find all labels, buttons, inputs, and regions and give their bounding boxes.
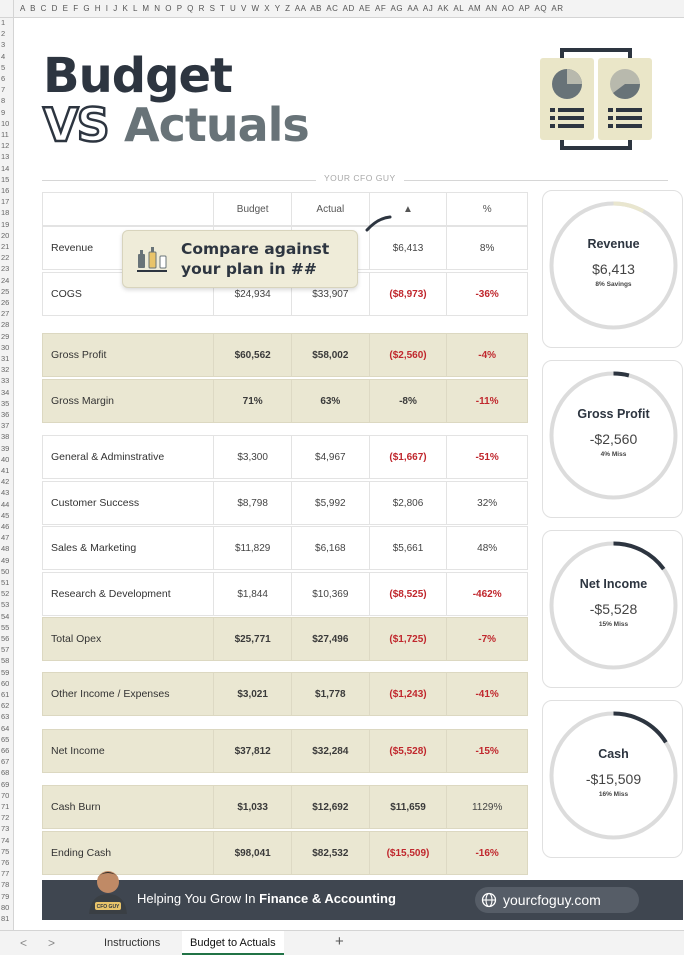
- variance-cell[interactable]: ($5,528): [370, 730, 448, 772]
- actual-cell[interactable]: $27,496: [292, 618, 370, 660]
- banner-tagline-bold: Finance & Accounting: [259, 891, 396, 906]
- row-label[interactable]: Gross Margin: [43, 380, 214, 422]
- row-label[interactable]: Other Income / Expenses: [43, 673, 214, 715]
- row-number[interactable]: 62: [1, 701, 10, 711]
- row-number[interactable]: 25: [1, 286, 10, 296]
- actual-cell[interactable]: $4,967: [292, 436, 370, 478]
- row-number[interactable]: 3: [1, 40, 6, 50]
- header-actual[interactable]: Actual: [292, 193, 370, 225]
- row-number[interactable]: 59: [1, 667, 10, 677]
- budget-cell[interactable]: $3,300: [214, 436, 292, 478]
- percent-cell[interactable]: -15%: [475, 745, 499, 757]
- row-number[interactable]: 49: [1, 555, 10, 565]
- kpi-value: -$5,528: [589, 601, 638, 617]
- kpi-title: Net Income: [579, 577, 648, 591]
- tooltip-line-2: your plan in ##: [181, 260, 317, 278]
- kpi-value: -$15,509: [585, 771, 642, 787]
- globe-icon: [481, 892, 497, 908]
- row-number[interactable]: 23: [1, 264, 10, 274]
- brand-line: YOUR CFO GUY: [316, 173, 404, 183]
- row-number[interactable]: 19: [1, 219, 10, 229]
- row-number[interactable]: 18: [1, 208, 10, 218]
- row-number[interactable]: 73: [1, 824, 10, 834]
- row-number[interactable]: 16: [1, 186, 10, 195]
- row-number[interactable]: 56: [1, 634, 10, 643]
- column-letters[interactable]: A B C D E F G H I J K L M N O P Q R S T U V W X Y Z AA AB AC AD AE AF AG AA AJ AK AL AM AN AO AP AQ AR: [20, 4, 564, 13]
- compare-tooltip: [122, 230, 358, 288]
- row-number[interactable]: 32: [1, 365, 10, 375]
- spreadsheet-canvas: [14, 18, 684, 930]
- tooltip-line-1: Compare against: [181, 240, 330, 258]
- variance-cell[interactable]: ($8,973): [370, 273, 448, 315]
- title-vs: VS: [43, 98, 108, 152]
- row-number[interactable]: 35: [1, 398, 10, 408]
- row-number[interactable]: 61: [1, 690, 10, 699]
- row-number[interactable]: 67: [1, 757, 10, 767]
- budget-cell[interactable]: 71%: [214, 380, 292, 422]
- row-number[interactable]: 75: [1, 846, 10, 856]
- percent-cell[interactable]: -51%: [475, 451, 499, 463]
- row-number[interactable]: 65: [1, 734, 10, 744]
- table-row: [42, 617, 528, 661]
- row-number[interactable]: 53: [1, 600, 10, 610]
- row-number[interactable]: 7: [1, 85, 6, 95]
- actual-cell[interactable]: $6,168: [292, 527, 370, 569]
- row-label[interactable]: Customer Success: [43, 482, 214, 524]
- banner-tagline: [137, 891, 396, 906]
- row-number[interactable]: 74: [1, 835, 10, 845]
- row-label[interactable]: Research & Development: [43, 573, 214, 615]
- kpi-title: Cash: [598, 747, 629, 761]
- row-number[interactable]: 4: [1, 51, 6, 61]
- percent-cell[interactable]: 8%: [479, 242, 495, 254]
- kpi-card: [542, 530, 683, 688]
- table-row: [42, 435, 528, 479]
- row-number[interactable]: 66: [1, 746, 10, 755]
- actual-cell[interactable]: $5,992: [292, 482, 370, 524]
- row-number[interactable]: 30: [1, 342, 10, 352]
- header-budget[interactable]: Budget: [214, 193, 292, 225]
- tooltip-text: [181, 239, 329, 279]
- percent-cell[interactable]: -16%: [475, 847, 499, 859]
- website-link[interactable]: [475, 887, 639, 913]
- row-number[interactable]: 70: [1, 790, 10, 800]
- variance-cell[interactable]: $2,806: [370, 482, 448, 524]
- row-number[interactable]: 29: [1, 331, 10, 341]
- row-label[interactable]: COGS: [43, 273, 214, 315]
- row-number[interactable]: 41: [1, 466, 10, 475]
- row-label[interactable]: Cash Burn: [43, 786, 214, 828]
- actual-cell[interactable]: $33,907: [292, 273, 370, 315]
- budget-cell[interactable]: $60,562: [214, 334, 292, 376]
- budget-cell[interactable]: $24,934: [214, 273, 292, 315]
- title-actuals: Actuals: [124, 98, 309, 152]
- row-number[interactable]: 38: [1, 432, 10, 442]
- row-label[interactable]: Ending Cash: [43, 832, 214, 874]
- table-header-row: [42, 192, 528, 226]
- row-number[interactable]: 69: [1, 779, 10, 789]
- table-row: [42, 672, 528, 716]
- table-row: [42, 379, 528, 423]
- variance-cell[interactable]: -8%: [370, 380, 448, 422]
- next-sheet-button[interactable]: >: [48, 936, 56, 950]
- row-number[interactable]: 9: [1, 107, 6, 117]
- budget-cell[interactable]: $98,041: [214, 832, 292, 874]
- row-number[interactable]: 27: [1, 309, 10, 319]
- column-header-bar: [0, 0, 684, 18]
- row-number[interactable]: 28: [1, 320, 10, 330]
- row-label[interactable]: Sales & Marketing: [43, 527, 214, 569]
- row-number[interactable]: 44: [1, 499, 10, 509]
- row-number[interactable]: 39: [1, 443, 10, 453]
- prev-sheet-button[interactable]: <: [20, 936, 28, 950]
- row-label[interactable]: General & Adminstrative: [43, 436, 214, 478]
- row-number[interactable]: 51: [1, 578, 10, 587]
- row-number[interactable]: 13: [1, 152, 10, 162]
- row-number[interactable]: 52: [1, 589, 10, 599]
- actual-cell[interactable]: 63%: [292, 380, 370, 422]
- percent-cell[interactable]: 32%: [477, 497, 498, 509]
- row-number[interactable]: 43: [1, 488, 10, 498]
- row-number-gutter[interactable]: [0, 18, 14, 930]
- avatar-tag: CFO GUY: [96, 904, 120, 910]
- kpi-value: $6,413: [592, 261, 635, 277]
- variance-cell[interactable]: ($1,725): [370, 618, 448, 660]
- row-number[interactable]: 21: [1, 242, 10, 251]
- row-number[interactable]: 81: [1, 914, 10, 923]
- percent-cell[interactable]: -7%: [478, 633, 497, 645]
- kpi-subtext: 8% Savings: [595, 281, 632, 288]
- row-number[interactable]: 24: [1, 275, 10, 285]
- row-number[interactable]: 76: [1, 858, 10, 867]
- row-number[interactable]: 20: [1, 230, 10, 240]
- percent-cell[interactable]: -36%: [475, 288, 499, 300]
- bottles-icon: [135, 244, 169, 274]
- tab-budget-to-actuals[interactable]: Budget to Actuals: [182, 931, 284, 955]
- row-number[interactable]: 71: [1, 802, 10, 811]
- row-number[interactable]: 42: [1, 477, 10, 487]
- row-number[interactable]: 15: [1, 174, 10, 184]
- row-label[interactable]: Total Opex: [43, 618, 214, 660]
- actual-cell[interactable]: $32,284: [292, 730, 370, 772]
- row-number[interactable]: 33: [1, 376, 10, 386]
- title-budget: Budget: [43, 48, 232, 104]
- kpi-card: [542, 700, 683, 858]
- kpi-subtext: 16% Miss: [598, 791, 629, 798]
- table-row: [42, 785, 528, 829]
- sheet-tab-bar: [0, 930, 684, 955]
- budget-cell[interactable]: $25,771: [214, 618, 292, 660]
- website-text[interactable]: yourcfoguy.com: [503, 892, 601, 908]
- row-number[interactable]: 10: [1, 118, 10, 128]
- percent-cell[interactable]: 1129%: [471, 801, 503, 813]
- percent-cell[interactable]: -41%: [475, 688, 499, 700]
- actual-cell[interactable]: $1,778: [292, 673, 370, 715]
- kpi-value: -$2,560: [589, 431, 638, 447]
- row-number[interactable]: 1: [1, 18, 6, 27]
- row-number[interactable]: 48: [1, 544, 10, 554]
- row-number[interactable]: 64: [1, 723, 10, 733]
- row-label[interactable]: Gross Profit: [43, 334, 214, 376]
- row-number[interactable]: 6: [1, 74, 6, 83]
- row-number[interactable]: 58: [1, 656, 10, 666]
- row-number[interactable]: 11: [1, 130, 9, 139]
- banner-tagline-prefix: Helping You Grow In: [137, 891, 260, 906]
- header-label-cell[interactable]: [43, 193, 214, 225]
- row-number[interactable]: 79: [1, 891, 10, 901]
- row-number[interactable]: 77: [1, 869, 10, 879]
- kpi-card: [542, 190, 683, 348]
- row-number[interactable]: 47: [1, 533, 10, 543]
- table-row: [42, 481, 528, 525]
- variance-cell[interactable]: ($2,560): [370, 334, 448, 376]
- table-row: [42, 333, 528, 377]
- kpi-card: [542, 360, 683, 518]
- percent-cell[interactable]: -462%: [472, 588, 502, 600]
- table-row: [42, 572, 528, 616]
- footer-banner: [42, 880, 683, 920]
- row-number[interactable]: 57: [1, 645, 10, 655]
- row-number[interactable]: 78: [1, 880, 10, 890]
- budget-cell[interactable]: $37,812: [214, 730, 292, 772]
- add-sheet-button[interactable]: +: [335, 933, 344, 950]
- select-all-corner[interactable]: [0, 0, 14, 18]
- row-number[interactable]: 17: [1, 197, 10, 207]
- row-number[interactable]: 12: [1, 141, 10, 151]
- budget-cell[interactable]: $8,798: [214, 482, 292, 524]
- budget-cell[interactable]: $11,829: [214, 527, 292, 569]
- row-number[interactable]: 5: [1, 62, 6, 72]
- report-cards-icon: [536, 44, 656, 156]
- table-row: [42, 729, 528, 773]
- row-number[interactable]: 54: [1, 611, 10, 621]
- row-number[interactable]: 72: [1, 813, 10, 823]
- row-number[interactable]: 8: [1, 96, 6, 106]
- variance-cell[interactable]: ($1,667): [370, 436, 448, 478]
- variance-cell[interactable]: $6,413: [370, 227, 448, 269]
- budget-cell[interactable]: $1,033: [214, 786, 292, 828]
- row-number[interactable]: 2: [1, 29, 6, 39]
- actual-cell[interactable]: $10,369: [292, 573, 370, 615]
- row-number[interactable]: 80: [1, 902, 10, 912]
- actual-cell[interactable]: $12,692: [292, 786, 370, 828]
- row-number[interactable]: 37: [1, 421, 10, 431]
- actual-cell[interactable]: $58,002: [292, 334, 370, 376]
- avatar: [87, 866, 129, 914]
- kpi-subtext: 4% Miss: [600, 451, 627, 458]
- row-number[interactable]: 68: [1, 768, 10, 778]
- row-number[interactable]: 34: [1, 387, 10, 397]
- row-number[interactable]: 55: [1, 622, 10, 632]
- percent-cell[interactable]: 48%: [477, 542, 498, 554]
- row-number[interactable]: 63: [1, 712, 10, 722]
- header-variance[interactable]: ▲: [370, 193, 448, 225]
- row-label[interactable]: Net Income: [43, 730, 214, 772]
- tab-instructions[interactable]: Instructions: [104, 937, 161, 949]
- row-number[interactable]: 22: [1, 253, 10, 263]
- pointer-arrow-icon: [364, 214, 394, 234]
- variance-cell[interactable]: $11,659: [370, 786, 448, 828]
- variance-cell[interactable]: ($1,243): [370, 673, 448, 715]
- row-number[interactable]: 46: [1, 522, 10, 531]
- row-number[interactable]: 36: [1, 410, 10, 419]
- row-number[interactable]: 50: [1, 566, 10, 576]
- row-label[interactable]: Revenue: [43, 227, 214, 269]
- row-number[interactable]: 31: [1, 354, 10, 363]
- variance-cell[interactable]: $5,661: [370, 527, 448, 569]
- row-number[interactable]: 60: [1, 678, 10, 688]
- actual-cell[interactable]: $82,532: [292, 832, 370, 874]
- row-number[interactable]: 26: [1, 298, 10, 307]
- budget-cell[interactable]: $1,844: [214, 573, 292, 615]
- percent-cell[interactable]: -11%: [475, 395, 499, 407]
- budget-cell[interactable]: $3,021: [214, 673, 292, 715]
- variance-cell[interactable]: ($8,525): [370, 573, 448, 615]
- kpi-title: Gross Profit: [577, 407, 650, 421]
- kpi-title: Revenue: [587, 237, 640, 251]
- percent-cell[interactable]: -4%: [478, 349, 497, 361]
- table-row: [42, 526, 528, 570]
- header-percent[interactable]: %: [482, 203, 492, 215]
- row-number[interactable]: 40: [1, 454, 10, 464]
- row-number[interactable]: 45: [1, 510, 10, 520]
- kpi-subtext: 15% Miss: [598, 621, 629, 628]
- row-number[interactable]: 14: [1, 163, 10, 173]
- variance-cell[interactable]: ($15,509): [370, 832, 448, 874]
